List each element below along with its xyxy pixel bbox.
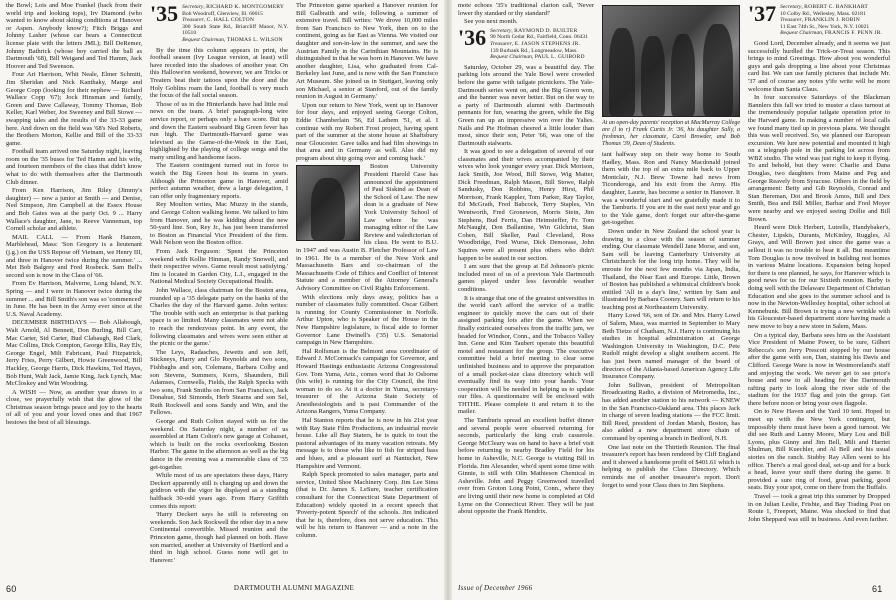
paragraph: Saturday, October 29, was a beautiful day. The parking lots around the Yale Bowl were crowded before the game with tailgate picnickers. The Yale-Dartmouth series went on, and the Big Green won, and the banner was never better. But on the way to a party of Dartmouth alumni with Dartmouth pennants for fun, wearing the green, while the Big Green ran up an impressive win over the Yalies. Nails and Pie Hofman cheered a little louder than most, since their son, Peter '66, was one of the Dartmouth stalwarts.	[458, 63, 594, 147]
bequest-name: PAUL L. GUIBORD	[534, 54, 585, 61]
photo-figure	[641, 36, 665, 116]
class-year: '35	[150, 2, 179, 26]
photo-figure	[703, 24, 733, 116]
paragraph: DECEMBER BIRTHDAYS — Bob Allabough, Walt Arnold, Al Bennett, Don Burling, Bill Carr, Mac Carter, Sid Carter, Bud Clabaugh, Red Clark, Mac Collins, Dick Compton, George Ellis, Ray Elv, George Engel, Milt Fabricant, Paul Fitzpatrick, Jerry Fries, Perry Gilbert, Howie Greenwood, Bill Hackley, George Harris, Dick Hawkins, Ted Hayes, Bob Hunt, Walt Jack, Jamie King, Jack Lynch, Mac McCloskey and Win Woodring.	[6, 319, 142, 388]
paragraph: MAIL CALL — From Hank Hanzen, Marblehead, Mass: 'Son Gregory is a lieutenant (j.g.) on the USS Repose off Vietnam, we Henry III, and three in Hanover twice during the summer.' ... Met Bob Balgrey and Fred Rosbeck. Sam Bell's second son is now in the Class of '66.	[6, 233, 142, 279]
page-number-left	[6, 584, 17, 594]
paragraph: Harry Lowd '66, son of Dr. and Mrs. Harry Lowd of Salem, Mass, was married in September to Mary Beth Tietze of Chatham, N.J. Harry is continuing his studies in hospital administration at George Washington University in Washington, D.C. Pete Rudolf might develop a slight southern accent. He has just been named manager of the board of directors of the Atlanta-based American Agency Life Insurance Company.	[602, 312, 740, 381]
paragraph: On to New Haven and the Yard 10 tent. Hoped to meet up with the New York contingent, but impossibly there must have been a good turnout. We did see Ruth and Lanny Moore, Mary Lou and Bill Lyons, plus Ginny and Jim Bell, Milt and Harriet Shulman, Bill Kuechler, and Al Bell and his usual stories on the ranch. Stubby Ray Allen went to his office. There's a real good deal, set-up and for a buck a head, leave your stuff there during the game. It provided a sure ring of food, great parking, good seats. Buy your spot, come on there from the Buffalo.	[748, 408, 890, 492]
paragraph: The Leys, Radasches, Jewetts and son Jeff, Stickneys, Harry and Glo Reynolds and two sons, Fishbaghs and son, Colemans, Barbara Colby and son Stevens, Summers, Kerrs, Shaunders, Bill Adamses, Cornwells, Fields, the Ralph Specks with two sons, Frank Smiths on from San Francisco, Jack Donahue, Sid Simonds, Herb Stearns and son Sel, Ruth Rockwell and sons Sandy and Win, and the Fellows.	[150, 348, 288, 417]
issue-date: Issue of December 1966	[458, 584, 533, 592]
page-number: 61	[872, 584, 883, 594]
paragraph: The Princeton game sparked a Hanover reunion for Bill Galbraith and wife, following a summer of extensive travel. Bill writes: 'We drove 10,000 miles from San Francisco to New York, then on to the continent, going as far East as Vienna. We visited our daughter and son-in-law in the summer, and saw the Austrian Family in the Carinthian Mountains. He is distinguished in that he was born in Hanover. We have another daughter, Lisa, who graduated from Cal-Berkeley last June, and is now with the San Francisco Art Museum. She joined us in Stuttgart, leaving only son Michael, a senior at Stanford, out of the family reunion in August in Germany.'	[296, 2, 438, 101]
book-gutter	[444, 0, 452, 600]
paragraph: It is strange that one of the greatest universities in the world can't afford the service of a traffic engineer to quickly move the cars out of their assigned parking lots after the game. When we finally extricated ourselves from the traffic jam, we headed for Windsor, Conn., and the Tobacco Valley Inn. Gene and Kim Taubert operate this beautiful motel and restaurant for the group. The executive committee held a brief meeting to clear some unfinished business and to approve the preparation of a small pocket-size class directory which will eventually find its way into your hands. Your cooperation will be needed in helping us to update our files. A questionnaire will be enclosed with THTHE. Please complete it and return it to the mailer.	[458, 294, 594, 416]
paragraph: Heard were Dick Herbert, Lutrells, Handybaker's, Chester, Lipskis, Durants, McKinley, Ruggles, Al Grays, and Will Brown just since the game was a sellout it was no trouble to hear it all. But meantime Tom Douglas is now involved in building rest homes in various Maine locations. Expansion being hoped for there is one planned, he says, for Hanover which is good news for us for our Sixtieth reunion. Barby is doing well with the Delaware Department of Christian Education and she goes to the summer school and is now in the Newton-Wellesley hospital, other school at Kennebunk. Bill Brown is trying a new wrinkle with his Gloucester-based department store having made a new move to buy a new store in Salem, Mass.	[748, 224, 890, 330]
paragraph: With elections only days away, politics has a number of classmates fully committed. Oscar Gilbert is running for County Commissioner in Norfolk. Arthur Upton, who is Speaker of the House in the New Hampshire legislature, is fiscal aide to former Governor Lane Dwinell's ('35) U.S. Senatorial campaign in New Hampshire.	[296, 293, 438, 347]
treasurer-address: 11 East 74th St., New York, N.Y. 10021	[780, 23, 870, 30]
column-left-1	[6, 2, 142, 580]
column-right-3	[748, 2, 890, 580]
paragraph: tant halfway step on their way home to South Hadley, Mass. Ron and Nancy Macdonald joined them with the top of an extra mile back to Upper Montclair, N.J. Brew Towne had news from Ticonderoga, and his exit from the Army. His daughter, Laurie, has become a senior in Hanover. It was a wonderful start and we gratefully made it to the Tamburis. If you are in the east next year and go to the Yale game, don't forget our after-the-game get-together.	[602, 151, 740, 227]
paragraph: By the time this column appears in print, the football season (Ivy League version, at least) will have receded into the shadows of another year. On this Hallowe'en weekend, however, we are Tricks or Treaters beat their tattoos upon the door and the Holy Goblins roam the land, football is very much the focus of the fall social season.	[150, 46, 288, 100]
secretary-label: Secretary	[490, 27, 512, 34]
paragraph: From Ken Harrison, Jim Riley (Jimmy's daughter) — now a junior at Smith — and Denise, Ned Simpson, Jim Campbell at the Essex House and Bob Gates was at the party Oct. 9 ... Harry Wallace's daughter, Jane, to Reeve Vanneman, top Cornell scholar and athlete.	[6, 187, 142, 233]
treasurer-name: E. JASON STEPHENS JR.	[514, 40, 581, 47]
paragraph: Hal Stanton reports that he is now in his 21st year with Ray State Film Productions, an industrial movie house. Like all Bay Staters, he is quick to tout the pastoral advantages of its many vacation retreats. My message is to those who like to fish for striped bass and blues, and a pleasant surf at Nantucket, New Hampshire and Vermont.	[296, 417, 438, 470]
treasurer-name: FRANKLIN J. ROBIN	[804, 17, 861, 24]
paragraph: Upon our return to New York, went up to Hanover for four days, and enjoyed seeing George Colton, Eddie Chamberlain '56, Ed Lathem '51, et al. I continue with my Robert Frost project, having spent part of the summer at the stone house at Shaftsbury near Gloucester. Gave talks and had film showings in that area and in Germany as well. Also did my program about ship going over and coming back.'	[296, 101, 438, 162]
treasurer-name: C. HALL COLTON	[206, 17, 255, 24]
paragraph: While most of us are spectators these days, Harry Deckert apparently still is charging up and down the gridiron with the vigor he displayed as a standing halfback 30-odd years ago. From Harry Griffith comes this report:	[150, 472, 288, 510]
secretary-name: ROBERT C. BANKHART	[804, 4, 869, 10]
column-left-3	[296, 2, 438, 580]
page-number: 60	[6, 584, 17, 594]
secretary-label: Secretary	[182, 4, 204, 10]
paragraph: Good Lord, December already, and it seems we just successfully hurdled the Trick-or-Treat season. This brings to mind Greetings. How about you wonderful guys and gals dropping a line about your Christmas card list. We can use family pictures that include Mr. '37 and of course any notes y'ife write will be more welcome than Santa Claus.	[748, 39, 890, 93]
paragraph: John Sullivan, president of Metropolitan Broadcasting Radio, a division of Metromedia, Inc., has added another station to his network — KNEW in the San Francisco-Oakland area. This places Jack in charge of seven leading stations — the FCC limit. Bill Reed, president of Jordan Marsh, Boston, has also added a new department store chain of command by opening a branch in Bedford, N.H.	[602, 381, 740, 442]
treasurer-label: Treasurer	[780, 17, 802, 24]
reception-photo	[602, 5, 740, 117]
class-heading-36	[458, 24, 594, 61]
portrait-photo	[296, 165, 360, 241]
class-year: '37	[748, 2, 777, 26]
paragraph: See you next month.	[464, 18, 518, 26]
paragraph: John Wallace, class chairman for the Boston area, rounded up a '35 delegate party on the banks of the Charles the day of the Harvard game. John writes: 'The trouble with such an enterprise is that parking space is so limited. Many classmates were not able to reach the rendezvous point. In any event, the following classmates and wives were seen either at the picnic or the game.'	[150, 286, 288, 348]
paragraph: Football team arrived one Saturday night, leaving room on the '35 buses for Ted Hamm and his wife, and fourteen members of the class that didn't know what to do with themselves after the Dartmouth Club dinner.	[6, 148, 142, 186]
paragraph: Travel — took a great trip this summer by Dropped in on Julian Leslie, Frisbie, and Bay Trading Post on Route 1, Freeport, Maine. Was shocked to find that John Sheppard was still in business. And even farther.	[748, 493, 890, 523]
paragraph: the Bowl; Lois and Moe Frankel (back from their world trip and looking tops), Irv Diamond (who wanted to know about skiing conditions at Hanover or Aspen. Anybody know?); Fitch Briggs and Johnny Lasher (whose car bears a Connecticut license plate with the letters JML); Bill DeRemer, Johnny Bathrick (whose boy carried the ball as Dartmouth '68), Bill Weigand and Ted Hamm, Jack Hoover and Ted Swenson.	[6, 2, 142, 70]
paragraph: It was good to see a delegation of several of our classmates and their wives accompanied by their wives who look younger every year. Dick Morison, Jack Smith, Joe Wood, Bill Stowe, Wig Matter, Dick Freedman, Ralph Mason, Bill Stowe, Ralph Sandusky, Don Robbins, Henry Hirst, Phil Morrison, Frank Kappler, Tom Parker, Ray Taylor, Ed McGrath, Fred Babcock, Terry Staples, Vin Wentworth, Fred Gronewon, Morris Stein, Jim Stephens, Bud Ferris, Dan Heimsteffer, Fr. Tom McNaught, Don Ballantine, Win Gilchrist, Stan Cohen, Bill Skeller, Paul Cleveland, Ross Woodbridge, Fred Wurse, Dick Demorase, John Squires were all present plus others who didn't happen to be seated in our section.	[458, 148, 594, 262]
column-right-1	[458, 2, 594, 580]
paragraph: From Ev Harrison, Malverne, Long Island, N.Y. Spring — and I were in Hanover twice during the summer ... and Bill Smith's son was so 'commenced' in June. He has been in the Army ever since at the U.S. Naval Academy.	[6, 280, 142, 318]
photo-caption: At an open-day parents' reception at MacMurray College are (l to r) Frank Curtis Jr. '36, his daughter Sally, a freshman, her classmate, Carol Browder, and Bob Thomas '39, Dean of Students.	[602, 120, 740, 147]
paragraph: Boston University President Harold Case has announced the appointment of Paul Siskind as Dean of the School of Law. The new dean is a graduate of New York University School of Law where he was managing editor of the Law Review and valedictorian of his class. He went to B.U. in 1947 and was Austin B. Fletcher Professor of Law in 1961. He is a member of the New York and Massachusetts Bars and co-chairman of the Massachusetts Code of Ethics and Conflict of Interest Statute and a member of the Attorney General's Advisory Committee on Civil Rights Enforcement.	[296, 163, 438, 292]
paragraph: Four Art Harrison, Whit Neale, Elmer Schmitt, Jim Sheridan and Nick Kanthaky, Marge and George Copp (looking for their nephew — Richard Wallace Copp '67); Jock Hinsman and family, Green and Dave Callaway, Tommy Thomas, Bob Keller, Karl Weber, Joe Sweeney and Bill Stowe — swapping tales and the results of the 33-33 game here. And down on the field was '68's Ned Roberts, the Brothers Morton, Kellie and Bill of the 33-33 game.	[6, 71, 142, 147]
left-page	[0, 0, 444, 600]
class-heading-37	[748, 4, 890, 37]
bequest-name: FRANCIS F. PENN JR.	[824, 30, 883, 37]
right-page	[452, 0, 896, 600]
secretary-name: RAYMOND D. BUILTER	[514, 27, 578, 34]
secretary-name: RICHARD K. MONTGOMERY	[206, 4, 285, 10]
paragraph: In four successive Saturdays of the Blackman Bannlers this fall we tried to muster a class turnout at the tremendously popular tailgate operation prior to the Harvard game. In making a number of local calls we found many tied up in previous plans. We thought this was well received. So, we planned our European excursion. We lure new potential and mounted it high on a telegraph pole in the parking lot across from WBZ studio. The wind was just right to keep it flying. To and behold, but they were: Charlie and Dana Douglas, two daughters from Maine and Peg and George Reavely from Syracuse. Others in the field by arrangement: Betty and Gib Reynolds, Conrad and Stan Bereman, Dot and Brook Amos, Bill and Dex Smith, Bea and Bill Miller, Barbar and Fred Moyer were nearby and we enjoyed seeing Dollie and Bill Brown.	[748, 94, 890, 223]
paragraph: I am sure that the group at Ed Johnson's picnic included most of us of a previous Yale Dartmouth games played under less favorable weather conditions.	[458, 263, 594, 293]
paragraph: Rey Moulton writes, Mac Muzzy in the stands, and George Colton walking home. We talked to him from Hanover, and he was kidding about the new 50-yard line. Son, Rey Jr., has just been transferred to Boston as Financial Vice President of the firm. Walt Nelson won the Boston office.	[150, 201, 288, 247]
photo-figure	[609, 28, 635, 116]
running-title: DARTMOUTH ALUMNI MAGAZINE	[233, 584, 355, 592]
page-number-right	[872, 584, 883, 594]
paragraph: The Eastern contingent turned out in force to watch the Big Green host its teams in years. Although the Princeton game in Hanover, amid perfect autumn weather, drew a large delegation, I can offer only fragmentary reports.	[150, 162, 288, 200]
paragraph: Ralph Speck promoted to sales manager, parts and service, United Shoe Machinery Corp. Jim Lee Sims (that is Dr. James S. LeSure, teacher certification consultant for the Connecticut State Department of Education) widely quoted in a recent speech that 'Poverty-potent Speech' of the schools. Jim indicated that he is, therefore, does not serve education. This will be his return to Hanover — and a note in the column.	[296, 471, 438, 539]
paragraph: Those of us in the Hinterlands have had little real news on the team. A brief paragraph-long wire service report, or perhaps only a bare score. But up and down the Eastern seaboard Big Green fever has run high. The Dartmouth-Harvard game was televised as the Game-of-the-Week in the East, highlighted by the playing of college songs and the many smiling and handsome faces.	[150, 100, 288, 161]
secretary-label: Secretary	[780, 4, 802, 10]
bequest-label: Bequest Chairman	[182, 36, 224, 43]
class-officers: Secretary, RAYMOND D. BUILTER 90 North Cedar Rd., Fairfield, Conn. 06431 Treasurer, E. JASON STEPHENS JR. 139 Burbank Rd., Longmeadow, Mass. Bequest Chairman, PAUL L. GUIBORD	[490, 27, 589, 61]
bequest-label: Bequest Chairman	[490, 54, 532, 61]
class-year: '36	[458, 24, 487, 50]
paragraph: On a typical day, Barbara sees him as the Assistant Vice President of Maine Power, to be sure, Gilbert Rebecca's son Jerry Prescott stopped by our house after the game with son, Dan, staining his Davis and Clifford. George Ware is now in Westmoreland's staff and enjoying the work. We never get to see price's house and now to all heading for the Dartmouth rafting party to look along the river side of the stadium for the 1937 flag and join the group. Get there before noon or bring your own flagpole.	[748, 331, 890, 407]
paragraph: From Jack Ferguson: 'Spent the Princeton weekend with Kollie Hinman, Randy Snowell, and their respective wives. Game result most satisfying.' Jim is located in Garden City, L.I., engaged in the National Medical Society Occupational Health.	[150, 248, 288, 286]
paragraph: Down under in New Zealand the school year is drawing to a close with the season of summer ending. Our classmate Wendell Jane Morse, and son, Sam will be leaving Canterbury University at Christchurch for the long trip home. They will be enroute for the next few months via Japan, India, Thailand, the Near East and Europe. Little, Brown of Boston has published a whimsical children's book entitled 'All in a day's line,' written by Sam and illustrated by Barbara Cooney. Sam will return to his teaching post at Northeastern University.	[602, 227, 740, 311]
paragraph: 'Harry Deckert says he still is refereeing on weekends. Son Jack Rockwell the other day in a new Continental convertible. Missed reunion and the Princeton game, though had planned on both. Have son married, another at University of Hartford and a third in high school. Guess none will get to Hanover.'	[150, 511, 288, 564]
secretary-address: 10 Colby Rd., Wellesley, Mass. 02181	[780, 10, 866, 17]
treasurer-label: Treasurer	[490, 40, 512, 47]
portrait-figure	[311, 178, 345, 240]
class-officers: Secretary, RICHARD K. MONTGOMERY Bob Woodruff, Glenview, Ill. 60015 Treasurer, C. HALL COLTON 300 South State Rd., Briarcliff Manor, N.Y. 10510 Bequest Chairman, THOMAS L. WILSON	[182, 4, 288, 43]
column-left-2	[150, 2, 288, 580]
paragraph: George and Ruth Colton stayed with us for the weekend. On Saturday night, a number of us assembled at Ham Colton's new garage at Cohasset, which is built on the rocks overlooking Boston Harbor. The game in the afternoon as well as the big dance in the evening was a memorable class of '35 get-together.	[150, 418, 288, 471]
paragraph: mote echoes '35's traditional clarion call, 'Never lower thy standard or thy standard!'	[458, 2, 594, 17]
paragraph: A WISH — Now, as another year draws to a close, we prayerfully wish that the glow of the Christmas season brings peace and joy to the hearts of all of you and your loved ones and that 1967 bestows the best of all blessings.	[6, 388, 142, 427]
paragraph: The Tamburis spread an excellent buffet dinner and several people were observed returning for seconds, particularly the king crab casserole. George McCleary was on hand to have a brief visit before returning to nearby Bradley Field for his home in Asheville, N.C. George is visiting Bill in Florida. Jim Alexander, who'd spent some time with Ginnie, is still with Olin Mathieson Chemical in Asheville. John and Peggy Greenwood travelled over from Groton Long Point, Conn., where they are living until their new home is completed at Old Lyme on the Connecticut River. They will be just about opposite the Frank Hendrix.	[458, 417, 594, 516]
treasurer-address: 139 Burbank Rd., Longmeadow, Mass.	[490, 47, 578, 54]
class-officers: Secretary, ROBERT C. BANKHART 10 Colby Rd., Wellesley, Mass. 02181 Treasurer, FRANKLIN J. ROBIN 11 East 74th St., New York, N.Y. 10021 Bequest Chairman, FRANCIS F. PENN JR.	[780, 4, 883, 37]
secretary-address: Bob Woodruff, Glenview, Ill. 60015	[182, 10, 263, 17]
class-heading-35	[150, 4, 288, 44]
column-right-2	[602, 2, 740, 580]
bequest-name: THOMAS L. WILSON	[226, 36, 283, 43]
paragraph: One last note on the Thirtieth Reunion. The final treasurer's report has been rendered by Cliff England and it showed a handsome profit of $401.61 which is helping to publish the Class Directory. Which reminds me of another treasurer's report. Don't forget to send your Class dues to Jim Stephens.	[602, 443, 740, 489]
paragraph: Hal Rolfsman is the Belmont area coordinator of Edward J. McCormack's campaign for Governor, and Howard Hastings enthusiastic Arizona Congressional Gov. Tom Yuma, Ariz., comes word that Jo Osborne (his wife) is running for the City Council, the first woman to do so. At it a doctor in Yuma, secretary-treasurer of the Arizona State Society of Anesthesiologists and is past Commander of the Arizona Rangers, Yuma Company.	[296, 347, 438, 416]
treasurer-label: Treasurer	[182, 17, 204, 24]
treasurer-address: 300 South State Rd., Briarcliff Manor, N.Y. 10510	[182, 23, 288, 37]
bequest-label: Bequest Chairman	[780, 30, 822, 37]
photo-figure	[671, 34, 695, 116]
secretary-address: 90 North Cedar Rd., Fairfield, Conn. 06431	[490, 34, 589, 41]
